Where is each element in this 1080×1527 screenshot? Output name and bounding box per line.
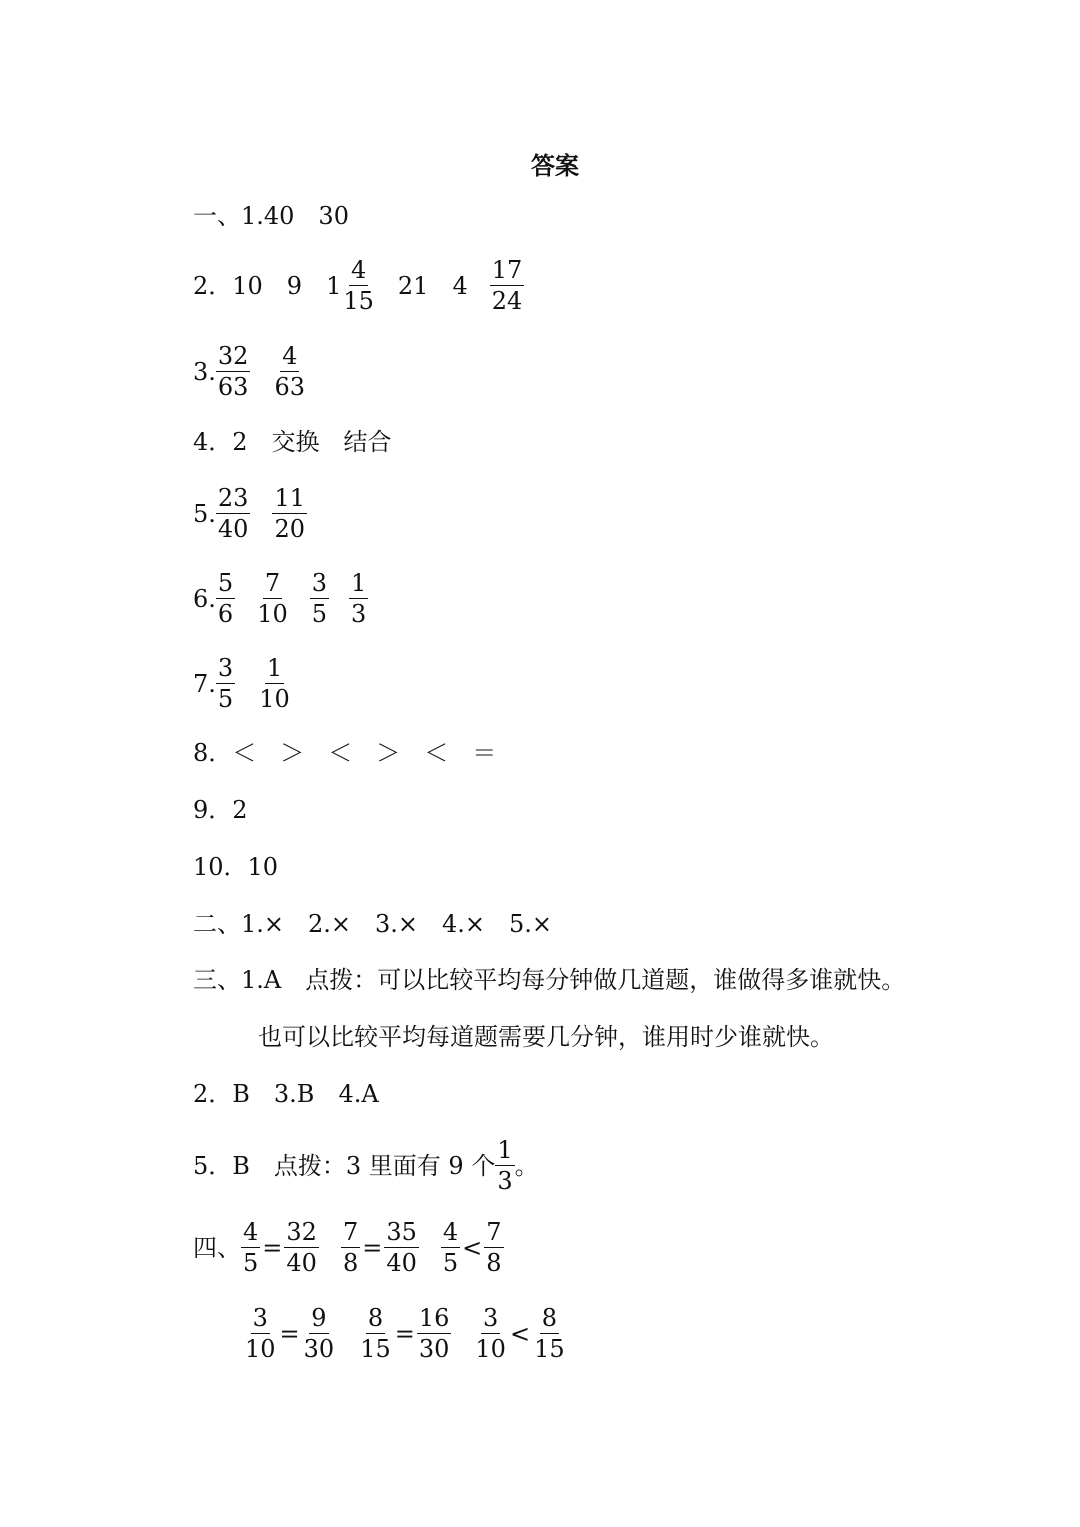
answer-1-2-mid: 21 4 <box>397 271 468 300</box>
numerator: 16 <box>418 1304 450 1332</box>
numerator: 32 <box>217 342 249 370</box>
fraction <box>532 1306 567 1361</box>
fraction <box>441 1220 460 1275</box>
denominator: 10 <box>257 600 288 628</box>
denominator: 5 <box>442 1249 459 1277</box>
numerator: 32 <box>286 1218 317 1246</box>
denominator: 15 <box>343 287 374 315</box>
answer-1-8 <box>193 741 496 765</box>
numerator: 4 <box>243 1218 259 1246</box>
answer-3-1-text: 三、1.A 点拨：可以比较平均每分钟做几道题，谁做得多谁就快。 <box>193 966 906 994</box>
answer-1-4 <box>193 430 392 454</box>
denominator: 24 <box>491 287 523 315</box>
fraction <box>257 656 292 711</box>
denominator: 3 <box>351 600 367 628</box>
operator: = <box>262 1233 283 1262</box>
page-title: 答案 <box>531 152 579 180</box>
numerator: 7 <box>486 1218 502 1246</box>
denominator: 15 <box>534 1335 565 1363</box>
fraction <box>272 486 307 541</box>
operator: = <box>362 1233 383 1262</box>
answer-1-8-text: 8．＜ ＞ ＜ ＞ ＜ ＝ <box>193 739 497 767</box>
answer-1-7-label: 7. <box>193 669 216 698</box>
denominator: 5 <box>311 600 328 628</box>
answer-1-5 <box>193 486 307 541</box>
fraction <box>216 486 251 541</box>
numerator: 1 <box>497 1136 513 1164</box>
numerator: 3 <box>483 1304 499 1332</box>
numerator: 4 <box>350 256 367 284</box>
answer-4-label: 四、 <box>193 1233 241 1262</box>
denominator: 63 <box>217 373 249 401</box>
denominator: 3 <box>497 1167 513 1195</box>
numerator: 7 <box>264 569 281 597</box>
fraction <box>417 1306 452 1361</box>
numerator: 17 <box>491 256 523 284</box>
answer-4-row-2 <box>243 1306 567 1361</box>
fraction <box>349 571 368 626</box>
numerator: 4 <box>282 342 298 370</box>
fraction <box>216 344 251 399</box>
denominator: 40 <box>217 515 249 543</box>
fraction <box>484 1220 503 1275</box>
operator: = <box>394 1319 415 1348</box>
fraction <box>216 571 235 626</box>
answer-3-5-prefix: 5．B 点拨：3 里面有 9 个 <box>193 1151 496 1180</box>
answer-3-1-continued <box>258 1025 834 1049</box>
answer-3-1-cont-text: 也可以比较平均每道题需要几分钟，谁用时少谁就快。 <box>258 1023 834 1051</box>
answer-3-2 <box>193 1082 379 1106</box>
fraction <box>341 258 376 313</box>
denominator: 63 <box>274 373 305 401</box>
fraction <box>473 1306 508 1361</box>
answer-1-5-label: 5. <box>193 499 216 528</box>
denominator: 30 <box>303 1335 335 1363</box>
fraction <box>243 1306 278 1361</box>
answer-1-1-text: 一、1.40 30 <box>193 202 349 230</box>
numerator: 3 <box>311 569 328 597</box>
numerator: 1 <box>351 569 367 597</box>
fraction <box>490 258 525 313</box>
numerator: 4 <box>442 1218 459 1246</box>
answer-1-7 <box>193 656 292 711</box>
numerator: 3 <box>217 654 234 682</box>
numerator: 8 <box>367 1304 384 1332</box>
answer-1-4-text: 4．2 交换 结合 <box>193 428 392 456</box>
numerator: 8 <box>541 1304 557 1332</box>
denominator: 10 <box>475 1335 506 1363</box>
operator: = <box>279 1319 300 1348</box>
fraction <box>310 571 329 626</box>
answer-1-6-label: 6. <box>193 584 216 613</box>
denominator: 40 <box>386 1249 417 1277</box>
fraction <box>495 1138 514 1193</box>
answer-1-9-text: 9．2 <box>193 796 248 824</box>
fraction <box>384 1220 419 1275</box>
fraction <box>341 1220 360 1275</box>
denominator: 6 <box>217 600 234 628</box>
fraction <box>358 1306 393 1361</box>
denominator: 30 <box>418 1335 450 1363</box>
fraction <box>216 656 235 711</box>
operator: < <box>462 1233 483 1262</box>
fraction <box>255 571 290 626</box>
answer-3-1 <box>193 968 905 992</box>
answer-1-10-text: 10．10 <box>193 853 279 881</box>
denominator: 5 <box>217 685 234 713</box>
answer-3-5-suffix: 。 <box>514 1151 539 1180</box>
fraction <box>272 344 307 399</box>
answer-1-10 <box>193 855 278 879</box>
numerator: 11 <box>274 484 305 512</box>
numerator: 7 <box>342 1218 359 1246</box>
numerator: 35 <box>386 1218 417 1246</box>
answer-1-3-label: 3. <box>193 357 216 386</box>
denominator: 20 <box>274 515 305 543</box>
answer-1-1 <box>193 204 349 228</box>
answer-2 <box>193 912 552 936</box>
numerator: 23 <box>217 484 249 512</box>
answer-3-2-text: 2．B 3.B 4.A <box>193 1080 379 1108</box>
denominator: 15 <box>360 1335 391 1363</box>
denominator: 10 <box>245 1335 276 1363</box>
numerator: 9 <box>311 1304 327 1332</box>
fraction <box>284 1220 319 1275</box>
fraction <box>302 1306 337 1361</box>
answer-4-row-1 <box>193 1220 504 1275</box>
operator: < <box>509 1319 531 1348</box>
answer-1-2-label: 2．10 9 1 <box>193 271 342 300</box>
answer-1-3 <box>193 344 307 399</box>
numerator: 3 <box>252 1304 268 1332</box>
numerator: 1 <box>266 654 283 682</box>
answer-1-6 <box>193 571 368 626</box>
answer-3-5 <box>193 1138 539 1193</box>
denominator: 10 <box>259 685 290 713</box>
denominator: 8 <box>486 1249 502 1277</box>
denominator: 5 <box>243 1249 259 1277</box>
answer-1-2 <box>193 258 524 313</box>
answer-2-text: 二、1.× 2.× 3.× 4.× 5.× <box>193 910 553 938</box>
fraction <box>241 1220 260 1275</box>
denominator: 8 <box>342 1249 359 1277</box>
denominator: 40 <box>286 1249 317 1277</box>
answer-1-9 <box>193 798 248 822</box>
numerator: 5 <box>217 569 234 597</box>
